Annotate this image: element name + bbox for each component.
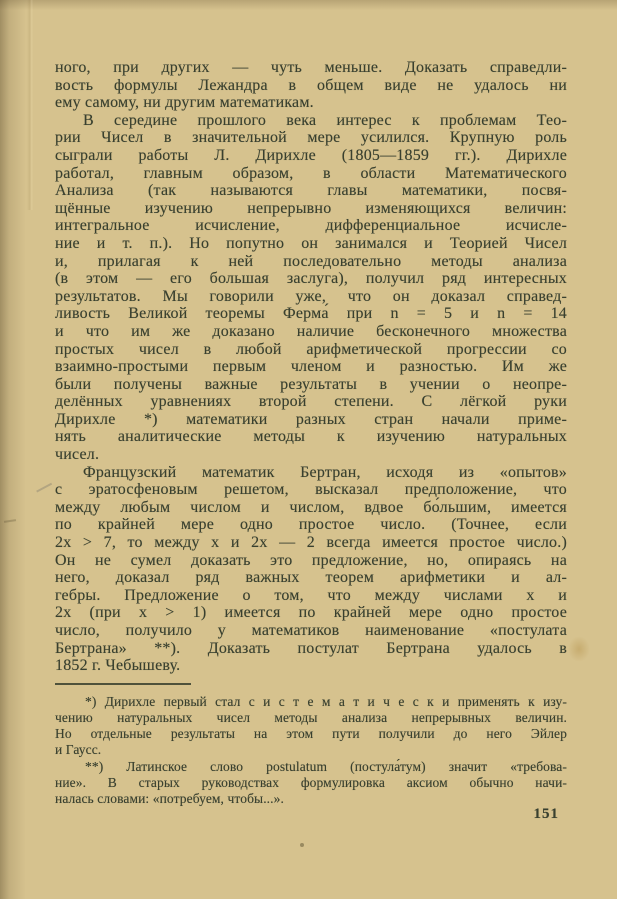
text-line: интегральное исчисление, дифференциальное исчисле- xyxy=(55,217,567,235)
text-line: ние и т. п.). Но попутно он занимался и Теорией Чисел xyxy=(55,234,567,252)
text-line: рии Чисел в значительной мере усилился. Крупную роль xyxy=(55,129,567,147)
footnotes xyxy=(55,694,567,807)
text-line: с эратосфеновым решетом, высказал предположение, что xyxy=(55,481,567,499)
pencil-mark xyxy=(36,483,57,502)
text-line: ного, при других — чуть меньше. Доказать справедли- xyxy=(55,59,567,76)
text-line: и Гаусс. xyxy=(55,742,102,758)
text-line: число, получило у математиков наименование «постулата xyxy=(55,622,567,639)
paper-stain xyxy=(568,636,590,662)
paper-crease xyxy=(27,0,33,210)
margin-mark xyxy=(4,519,16,523)
text-line: по крайней мере одно простое число. (Точнее, если xyxy=(55,516,567,534)
text-line: Но отдельные результаты на этом пути получили до него Эйлер xyxy=(55,726,567,742)
text-line: делённых уравнениях второй степени. С лёгкой руки xyxy=(55,393,567,411)
footnote-divider xyxy=(55,683,191,685)
text-line: 1852 г. Чебышеву. xyxy=(55,657,181,675)
text-line: **) Латинское слово postulatum (постула́тум) значит «требова- xyxy=(85,758,567,774)
text-line: 2x > 7, то между x и 2x — 2 всегда имеется простое число.) xyxy=(55,534,567,552)
text-line: нять аналитические методы к изучению натуральных xyxy=(55,428,567,446)
text-line: ние». В старых руководствах формулировка аксиом обычно начи- xyxy=(55,774,567,790)
footnote-postulatum xyxy=(55,759,567,808)
text-line: гебры. Предложение о том, что между числами x и xyxy=(55,586,567,604)
text-line: ему самому, ни другим математикам. xyxy=(55,94,314,112)
paper-speck xyxy=(300,843,304,847)
text-line: и что им же доказано наличие бесконечного множества xyxy=(55,322,567,340)
page-gutter-shadow xyxy=(0,0,26,899)
text-line: результатов. Мы говорили уже, что он доказал справед- xyxy=(55,287,567,305)
text-line: Бертрана» **). Доказать постулат Бертрана удалось в xyxy=(55,639,567,657)
page-top-shadow xyxy=(0,0,617,10)
paragraph-bertrand xyxy=(55,464,567,675)
text-line: вость формулы Лежандра в общем виде не удалось ни xyxy=(55,76,567,94)
text-line: простых чисел в любой арифметической прогрессии со xyxy=(55,340,567,358)
paragraph-dirichlet xyxy=(55,112,567,464)
text-line: Дирихле *) математики разных стран начали приме- xyxy=(55,410,567,428)
text-line: В середине прошлого века интерес к проблемам Тео- xyxy=(83,111,567,129)
text-block xyxy=(55,59,567,807)
text-line: чисел. xyxy=(55,446,100,464)
text-line: Французский математик Бертран, исходя из «опытов» xyxy=(83,463,567,481)
text-line: него, доказал ряд важных теорем арифметики и ал- xyxy=(55,569,567,587)
text-line: ливость Великой теоремы Ферма́ при n = 5 и n = 14 xyxy=(55,305,567,323)
text-line: были получены важные результаты в учении о неопре- xyxy=(55,375,567,393)
text-line: Анализа (так называются главы математики, посвя- xyxy=(55,182,567,200)
text-line: взаимно-простыми первым членом и разностью. Им же xyxy=(55,358,567,376)
text-line: налась словами: «потребуем, чтобы...». xyxy=(55,791,284,806)
text-line: сыграли работы Л. Дирихле (1805—1859 гг.). Дирихле xyxy=(55,146,567,164)
page-number: 151 xyxy=(533,806,559,822)
paragraph-legendre-formula xyxy=(55,59,567,112)
text-line: чению натуральных чисел методы анализа непрерывных величин. xyxy=(55,709,567,725)
text-line: Он не сумел доказать это предложение, но, опираясь на xyxy=(55,551,567,569)
text-line: *) Дирихле первый стал с и с т е м а т и ч е с к и применять к изу- xyxy=(85,693,567,709)
text-line: щённые изучению непрерывно изменяющихся величин: xyxy=(55,199,567,217)
text-line: работал, главным образом, в области Математического xyxy=(55,164,567,182)
text-line: и, прилагая к ней последовательно методы анализа xyxy=(55,252,567,270)
text-line: 2x (при x > 1) имеется по крайней мере одно простое xyxy=(55,604,567,622)
footnote-dirichlet xyxy=(55,694,567,759)
text-line: (в этом — его большая заслуга), получил ряд интересных xyxy=(55,270,567,288)
text-line: между любым числом и числом, вдвое бо́льшим, имеется xyxy=(55,498,567,516)
